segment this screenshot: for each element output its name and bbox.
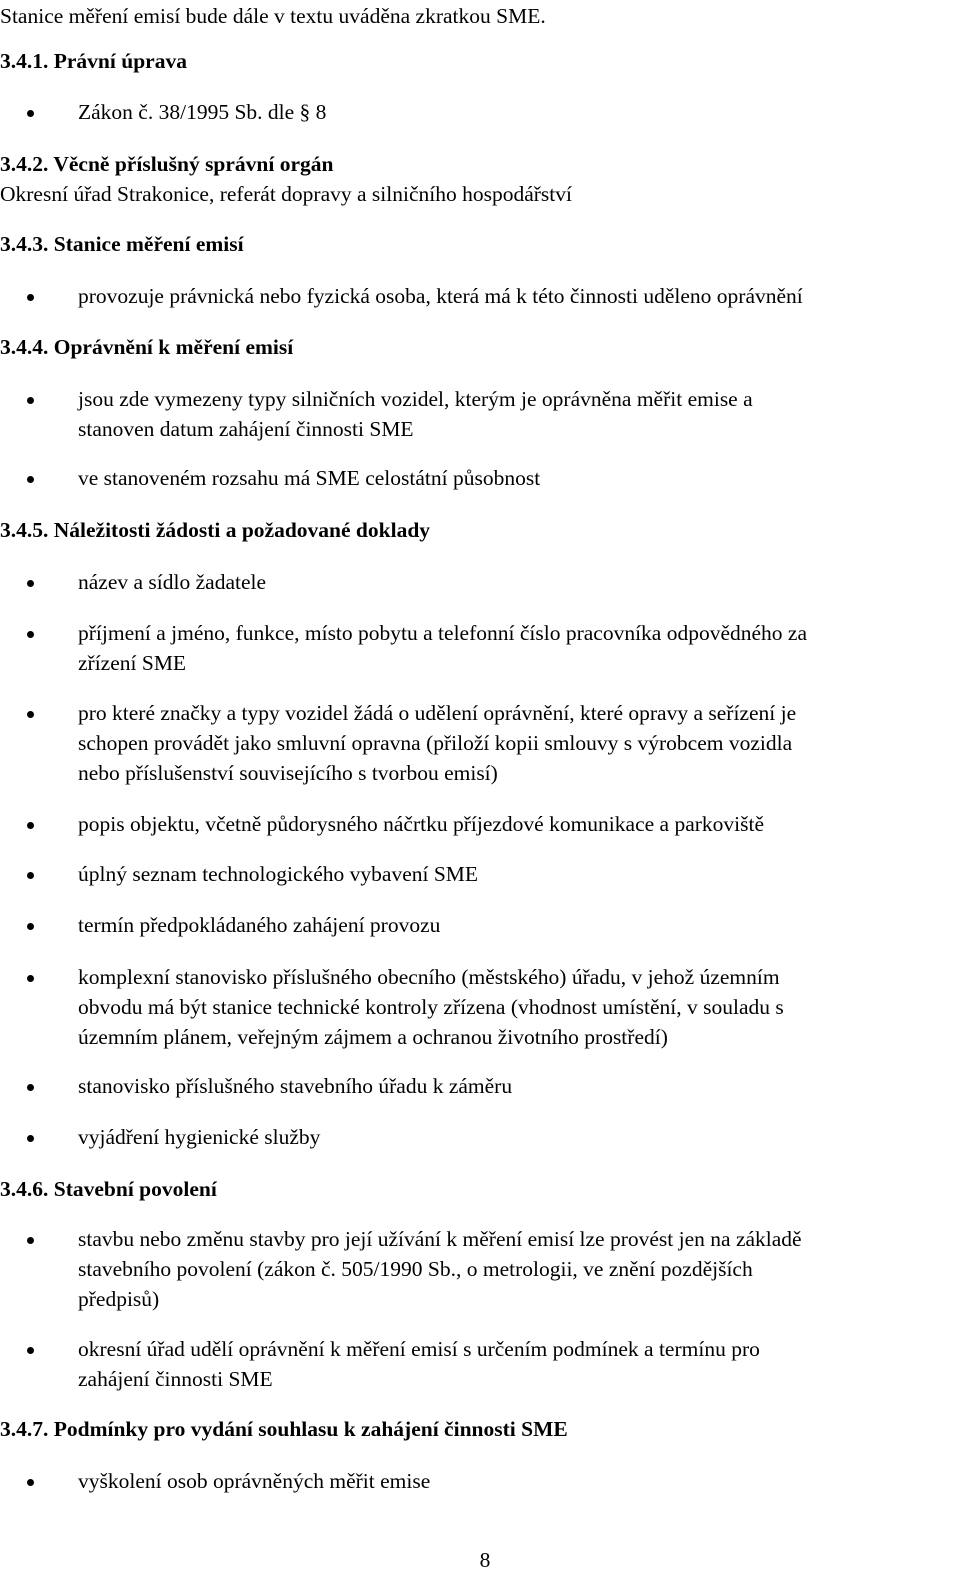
bullet-icon xyxy=(27,1347,34,1354)
list-item-text: úplný seznam technologického vybavení SME xyxy=(78,862,479,886)
section-heading: 3.4.2. Věcně příslušný správní orgán xyxy=(0,152,334,176)
list-item-text: termín předpokládaného zahájení provozu xyxy=(78,913,441,937)
list-item-text: ve stanoveném rozsahu má SME celostátní působnost xyxy=(78,466,541,490)
section-heading: 3.4.6. Stavební povolení xyxy=(0,1177,217,1201)
bullet-icon xyxy=(27,822,34,829)
bullet-icon xyxy=(27,872,34,879)
list-item-text: stavbu nebo změnu stavby pro její užívání k měření emisí lze provést jen na základě xyxy=(78,1227,802,1251)
list-item-text: název a sídlo žadatele xyxy=(78,570,267,594)
section-text: Okresní úřad Strakonice, referát dopravy a silničního hospodářství xyxy=(0,182,572,206)
list-item-text: zahájení činnosti SME xyxy=(78,1367,273,1391)
section-heading: 3.4.5. Náležitosti žádosti a požadované doklady xyxy=(0,518,431,542)
list-item-text: vyjádření hygienické služby xyxy=(78,1125,321,1149)
list-item-text: příjmení a jméno, funkce, místo pobytu a telefonní číslo pracovníka odpovědného za xyxy=(78,621,808,645)
list-item-text: jsou zde vymezeny typy silničních vozidel, kterým je oprávněna měřit emise a xyxy=(78,387,753,411)
bullet-icon xyxy=(27,631,34,638)
page-number: 8 xyxy=(479,1548,491,1572)
bullet-icon xyxy=(27,1084,34,1091)
list-item-text: územním plánem, veřejným zájmem a ochranou životního prostředí) xyxy=(78,1025,668,1049)
bullet-icon xyxy=(27,110,34,117)
bullet-icon xyxy=(27,1479,34,1486)
list-item-text: schopen provádět jako smluvní opravna (přiloží kopii smlouvy s výrobcem vozidla xyxy=(78,731,793,755)
bullet-icon xyxy=(27,580,34,587)
list-item-text: komplexní stanovisko příslušného obecního (městského) úřadu, v jehož územním xyxy=(78,965,780,989)
list-item-text: vyškolení osob oprávněných měřit emise xyxy=(78,1469,431,1493)
list-item-text: okresní úřad udělí oprávnění k měření emisí s určením podmínek a termínu pro xyxy=(78,1337,760,1361)
section-heading: 3.4.4. Oprávnění k měření emisí xyxy=(0,335,294,359)
section-heading: 3.4.7. Podmínky pro vydání souhlasu k zahájení činnosti SME xyxy=(0,1417,568,1441)
list-item-text: stavebního povolení (zákon č. 505/1990 Sb., o metrologii, ve znění pozdějších xyxy=(78,1257,753,1281)
list-item-text: nebo příslušenství souvisejícího s tvorbou emisí) xyxy=(78,761,498,785)
bullet-icon xyxy=(27,711,34,718)
bullet-icon xyxy=(27,1237,34,1244)
section-heading: 3.4.1. Právní úprava xyxy=(0,49,187,73)
list-item-text: pro které značky a typy vozidel žádá o udělení oprávnění, které opravy a seřízení je xyxy=(78,701,797,725)
list-item-text: stanovisko příslušného stavebního úřadu k záměru xyxy=(78,1074,513,1098)
list-item-text: obvodu má být stanice technické kontroly zřízena (vhodnost umístění, v souladu s xyxy=(78,995,784,1019)
bullet-icon xyxy=(27,294,34,301)
list-item-text: provozuje právnická nebo fyzická osoba, která má k této činnosti uděleno oprávnění xyxy=(78,284,803,308)
bullet-icon xyxy=(27,476,34,483)
list-item-text: popis objektu, včetně půdorysného náčrtku příjezdové komunikace a parkoviště xyxy=(78,812,765,836)
intro-line: Stanice měření emisí bude dále v textu uváděna zkratkou SME. xyxy=(0,4,546,28)
list-item-text: Zákon č. 38/1995 Sb. dle § 8 xyxy=(78,100,327,124)
bullet-icon xyxy=(27,1135,34,1142)
bullet-icon xyxy=(27,397,34,404)
list-item-text: předpisů) xyxy=(78,1287,160,1311)
bullet-icon xyxy=(27,975,34,982)
section-heading: 3.4.3. Stanice měření emisí xyxy=(0,232,244,256)
bullet-icon xyxy=(27,923,34,930)
list-item-text: stanoven datum zahájení činnosti SME xyxy=(78,417,414,441)
list-item-text: zřízení SME xyxy=(78,651,187,675)
